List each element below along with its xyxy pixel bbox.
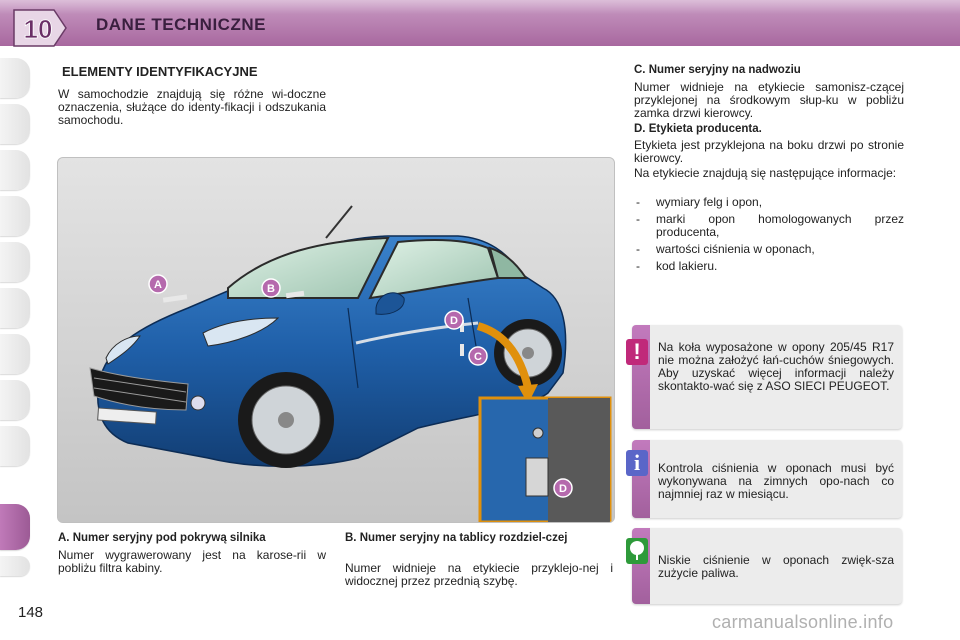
eco-tree-icon — [626, 538, 648, 564]
marker-c: C — [474, 351, 482, 363]
eco-note — [632, 528, 902, 604]
eco-note-text: Niskie ciśnienie w oponach zwięk-sza zużycie paliwa. — [658, 553, 894, 580]
marker-d-inset: D — [559, 483, 567, 495]
item-b-text: Numer widnieje na etykiecie przyklejo-nej i widocznej przez przednią szybę. — [345, 561, 613, 588]
warning-note — [632, 325, 902, 429]
item-a-text: Numer wygrawerowany jest na karose-rii w pobliżu filtra kabiny. — [58, 548, 326, 575]
list-item: - kod lakieru. — [634, 260, 904, 273]
marker-b: B — [267, 283, 275, 295]
page-number: 148 — [18, 604, 44, 621]
chapter-tab[interactable] — [0, 150, 30, 190]
list-item: - wymiary felg i opon, — [634, 196, 904, 209]
item-c-title: C. Numer seryjny na nadwoziu — [634, 64, 801, 76]
chapter-tab[interactable] — [0, 242, 30, 282]
chapter-tab[interactable] — [0, 334, 30, 374]
intro-text: W samochodzie znajdują się różne wi-doczne oznaczenia, służące do identy-fikacji i odszukania samochodu. — [58, 87, 326, 127]
chapter-tab[interactable] — [0, 380, 30, 420]
item-d-title: D. Etykieta producenta. — [634, 123, 762, 135]
chapter-title: DANE TECHNICZNE — [96, 15, 266, 34]
header-sheen — [0, 0, 960, 14]
chapter-tab[interactable] — [0, 58, 30, 98]
warning-note-text: Na koła wyposażone w opony 205/45 R17 nie można założyć łań-cuchów śniegowych. Aby uzyskać więcej informacji należy skontakto-wać się z ASO SIECI PEUGEOT. — [658, 340, 894, 393]
car-drawing — [58, 158, 614, 522]
chapter-tab[interactable] — [0, 104, 30, 144]
marker-d: D — [450, 315, 458, 327]
item-c-text: Numer widnieje na etykiecie samonisz-czącej przyklejonej na środkowym słup-ku w pobliżu zamka drzwi kierowcy. — [634, 80, 904, 120]
chapter-number: 10 — [23, 14, 53, 44]
info-note-text: Kontrola ciśnienia w oponach musi być wykonywana na zimnych opo-nach co najmniej raz w miesiącu. — [658, 461, 894, 501]
item-d-list — [634, 196, 904, 277]
watermark: carmanualsonline.info — [712, 612, 894, 632]
chapter-tab[interactable] — [0, 196, 30, 236]
section-title: ELEMENTY IDENTYFIKACYJNE — [62, 64, 258, 79]
chapter-tab[interactable] — [0, 288, 30, 328]
item-d-text2: Na etykiecie znajdują się następujące informacje: — [634, 166, 897, 180]
chapter-tabs — [0, 58, 32, 578]
chapter-number-badge — [10, 4, 68, 52]
chapter-tab[interactable] — [0, 426, 30, 466]
item-b-title: B. Numer seryjny na tablicy rozdziel-czej — [345, 532, 568, 544]
info-icon: i — [626, 450, 648, 476]
chapter-tab[interactable] — [0, 556, 30, 576]
car-illustration — [57, 157, 615, 523]
marker-a: A — [154, 279, 162, 291]
list-item: - wartości ciśnienia w oponach, — [634, 243, 904, 256]
item-a-title: A. Numer seryjny pod pokrywą silnika — [58, 532, 266, 544]
info-note — [632, 440, 902, 518]
chapter-tab-active[interactable] — [0, 504, 30, 550]
list-item: - marki opon homologowanych przez producenta, — [634, 213, 904, 239]
warning-icon: ! — [626, 339, 648, 365]
item-d-text1: Etykieta jest przyklejona na boku drzwi po stronie kierowcy. — [634, 138, 904, 165]
